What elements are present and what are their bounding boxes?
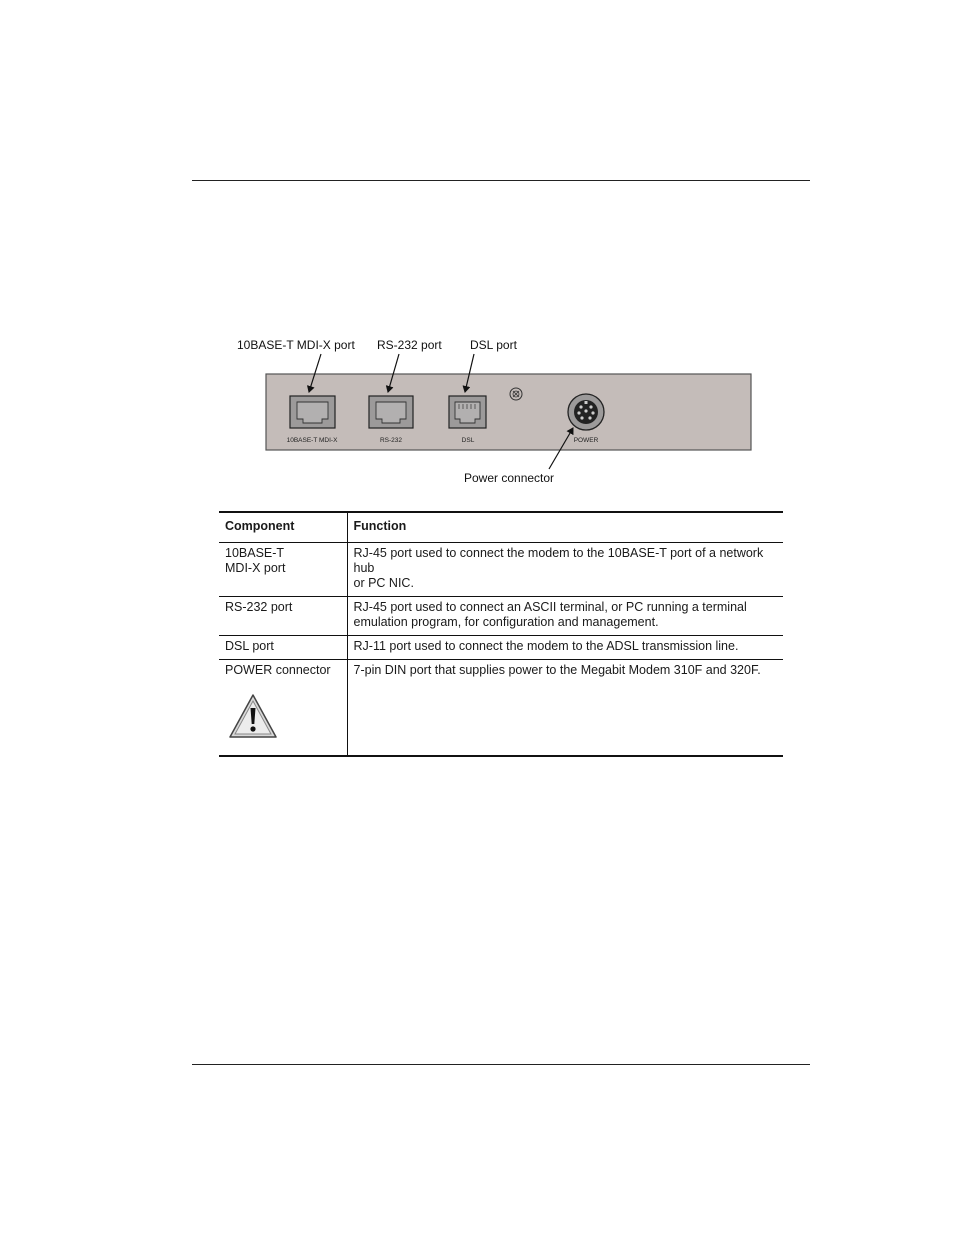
rear-panel-figure xyxy=(225,330,765,495)
cell-function xyxy=(347,660,783,757)
cell-function xyxy=(347,543,783,597)
ten-base-t-port-icon xyxy=(290,396,335,428)
cell-text: emulation program, for configuration and management. xyxy=(353,615,659,629)
callout-power-connector: Power connector xyxy=(464,471,555,485)
panel-label-power: POWER xyxy=(573,437,599,444)
rs232-port-icon xyxy=(369,396,413,428)
caution-warning-icon xyxy=(227,692,279,740)
cell-text: 10BASE-T xyxy=(225,546,285,560)
callout-dsl-port: DSL port xyxy=(470,338,517,352)
header-rule xyxy=(192,180,810,181)
rear-panel xyxy=(266,374,751,450)
cell-text: RS-232 port xyxy=(225,600,293,614)
cell-text: DSL port xyxy=(225,639,274,653)
table-row xyxy=(219,660,783,757)
footer-rule xyxy=(192,1064,810,1065)
cell-component xyxy=(219,597,347,636)
table-header-row xyxy=(219,512,783,543)
cell-component xyxy=(219,636,347,660)
panel-label-rs232: RS-232 xyxy=(379,437,403,444)
table-row xyxy=(219,543,783,597)
table-row xyxy=(219,597,783,636)
header-function: Function xyxy=(347,512,783,543)
cell-text: RJ-45 port used to connect the modem to the 10BASE-T port of a network hub xyxy=(353,546,764,575)
cell-text: POWER connector xyxy=(225,663,331,677)
callout-rs232-port: RS-232 port xyxy=(377,338,442,352)
cell-function xyxy=(347,636,783,660)
cell-function xyxy=(347,597,783,636)
panel-label-ten-base-t: 10BASE-T MDI-X xyxy=(286,437,338,444)
panel-label-dsl: DSL xyxy=(461,437,475,444)
cell-text: MDI-X port xyxy=(225,561,286,575)
dsl-port-icon xyxy=(449,396,486,428)
header-component: Component xyxy=(219,512,347,543)
callout-ten-base-t-port: 10BASE-T MDI-X port xyxy=(237,338,355,352)
cell-text: RJ-45 port used to connect an ASCII terminal, or PC running a terminal xyxy=(353,600,747,614)
table-row xyxy=(219,636,783,660)
power-din-connector-icon xyxy=(568,394,604,430)
cell-component xyxy=(219,543,347,597)
component-function-table xyxy=(219,511,783,757)
cell-component xyxy=(219,660,347,757)
cell-text: RJ-11 port used to connect the modem to the ADSL transmission line. xyxy=(353,639,739,653)
cell-text: 7-pin DIN port that supplies power to the Megabit Modem 310F and 320F. xyxy=(353,663,761,677)
ground-screw-icon xyxy=(510,388,522,400)
cell-text: or PC NIC. xyxy=(353,576,414,590)
